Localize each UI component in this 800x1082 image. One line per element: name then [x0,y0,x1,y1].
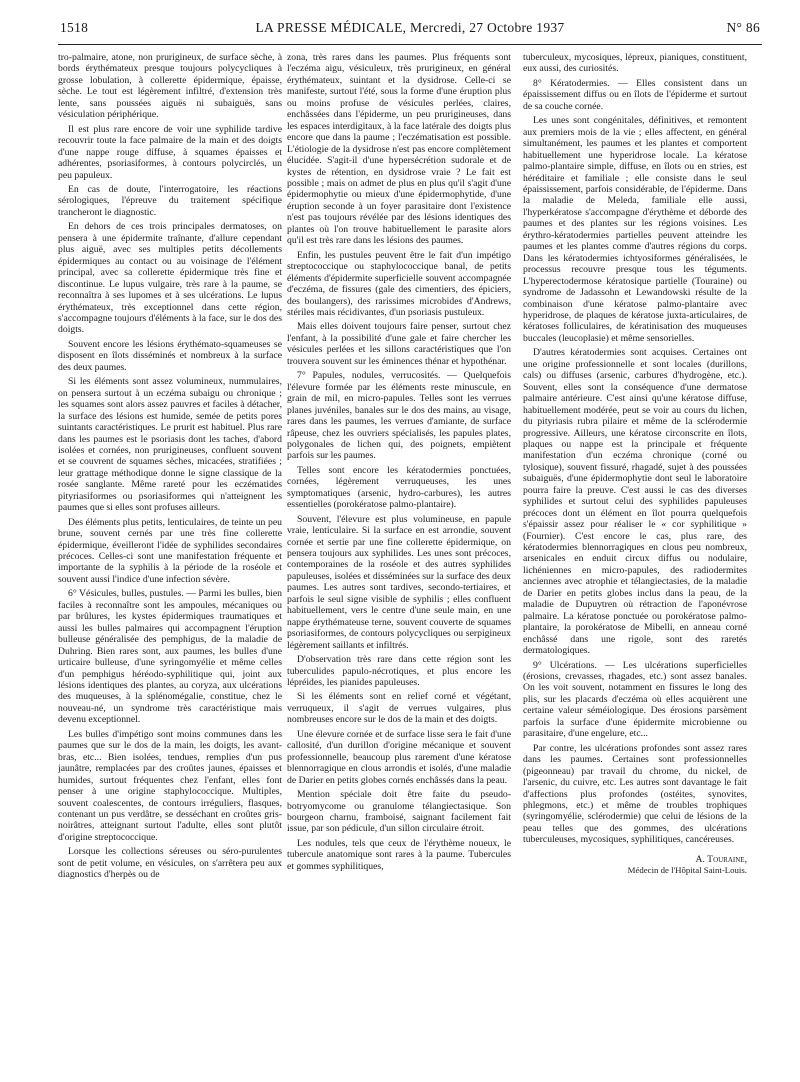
column-1 [58,52,282,1064]
author-affiliation: Médecin de l'Hôpital Saint-Louis. [627,865,747,876]
page-header [60,20,760,40]
section-paragraph: 6° Vésicules, bulles, pustules. — Parmi les bulles, bien faciles à reconnaître sont les ampoules, mécaniques ou par brûlures, les kystes épidermiques traumatiques et aussi les bulles palmaires qui accompagnent l'éruption bulleuse généralisée des pemphigus, de la maladie de Duhring. Bien rares sont, aux paumes, les bulles d'une urticaire bulleuse, d'une syringomyélie et même celles d'un pemphigus héréodo-syphilitique qui, joint aux lésions identiques des plantes, au coryza, aux ulcérations des muqueuses, à la splénomégalie, constitue, chez le nouveau-né, un syndrome très caractéristique mais devenu exceptionnel. [58,588,282,726]
issue-number: N° 86 [726,20,760,35]
column-3 [523,52,747,1064]
paragraph: Les unes sont congénitales, définitives, et remontent aux premiers mois de la vie ; elles affectent, en général simultanément, les paumes et les plantes et comportent habituellement une hyperidrose locale. La kératose palmo-plantaire simple, diffuse, en îlots ou en stries, est héréditaire et familiale ; elle consiste dans le seul épaississement, parfois considérable, de l'épiderme. Dans la maladie de Meleda, familiale elle aussi, l'hyperkératose s'accompagne d'érythème et déborde des paumes et des plantes sur les régions voisines. Les érythro-kératodermies partielles peuvent atteindre les paumes et les plantes comme d'autres régions du corps. Dans les kératodermies ichtyosiformes généralisées, le processus recouvre presque tous les téguments. L'hyperectodermose kératosique partielle (Touraine) ou syndrome de Jadassohn et Lewandowski résulte de la combinaison d'une kératose palmo-plantaire avec hyperidrose, de plaques de kératose juxta-articulaires, de kératoses folliculaires, de kératinisation des muqueuses buccales (leucoplasie) et même sensorielles. [523,115,747,344]
column-2 [287,52,511,1064]
paragraph: Souvent encore les lésions érythémato-squameuses se disposent en îlots disséminés et nombreux à la surface des deux paumes. [58,338,282,373]
paragraph: Par contre, les ulcérations profondes sont assez rares dans les paumes. Certaines sont professionnelles (pigeonneau) par travail du chrome, du nickel, de l'arsenic, du cuivre, etc. Les autres sont davantage le fait d'affections plus profondes (ostéites, synovites, phlegmons, etc.) et même de troubles trophiques (syringomyélie, sclérodermie) que celui de lésions de la peau telles que des gommes, des ulcérations tuberculeuses, mycosiques, syphilitiques, cancéreuses. [523,742,747,846]
paragraph: Les nodules, tels que ceux de l'érythème noueux, le tubercule anatomique sont rares à la paume. Tubercules et gommes syphilitiques, [287,837,511,872]
paragraph: Mention spéciale doit être faite du pseudo-botryomycome ou granulome télangiectasique. Son bourgeon charnu, framboisé, saignant facilement fait issue, par son pédicule, d'un sillon circulaire étroit. [287,789,511,835]
paragraph: Enfin, les pustules peuvent être le fait d'un impétigo streptococcique ou staphylococcique banal, de petits éléments d'épidermite superficielle souvent accompagnée d'eczéma, de fissures (gale des cimentiers, des épiciers, des boulangers), des rarissimes microbides d'Andrews, stériles mais récidivantes, d'un psoriasis pustuleux. [287,249,511,318]
paragraph: Une élevure cornée et de surface lisse sera le fait d'une callosité, d'un durillon d'origine mécanique et souvent professionnelle, beaucoup plus rarement d'une kératose blennorragique en clous arrondis et isolés, d'une maladie de Darier en petits globes cornés enchâssés dans la peau. [287,728,511,786]
section-paragraph: 7° Papules, nodules, verrucosités. — Quelquefois l'élevure formée par les éléments reste minuscule, en grain de mil, en micro-papules. Telles sont les verrues planes juvéniles, banales sur le dos des mains, au visage, rares dans les paumes, les verrues d'amiante, de surface râpeuse, chez les ouvriers spécialisés, les papules plates, polygonales de lichen qui, des poignets, empiètent parfois sur les paumes. [287,370,511,462]
paragraph: tro-palmaire, atone, non prurigineux, de surface sèche, à bords érythémateux presque toujours polycycliques à grosse lobulation, à collerette épidermique, épaisse, sèche. Le tout est légèrement infiltré, d'extension très lente, sans poussées aiguës ni subaiguës, sans vésiculation périphérique. [58,52,282,121]
author-signature [523,854,747,877]
paragraph: Mais elles doivent toujours faire penser, surtout chez l'enfant, à la possibilité d'une gale et faire chercher les vésicules perlées et les sillons caractéristiques que l'on trouvera souvent sur les éminences thénar et hypothénar. [287,321,511,367]
paragraph: Des éléments plus petits, lenticulaires, de teinte un peu brune, souvent cernés par une très fine collerette épidermique, éveilleront l'idée de syphilides secondaires précoces. Celles-ci sont une manifestation fréquente et importante de la syphilis à la période de la roséole et souvent aussi l'indice d'une infection sévère. [58,516,282,585]
paragraph: Si les éléments sont en relief corné et végétant, verruqueux, il s'agit de verrues vulgaires, plus nombreuses encore sur le dos de la main et des doigts. [287,691,511,726]
paragraph: tuberculeux, mycosiques, lépreux, pianiques, constituent, eux aussi, des curiosités. [523,52,747,75]
paragraph: D'observation très rare dans cette région sont les tuberculides papulo-nécrotiques, et plus encore les lépréides, les pianides papuleuses. [287,654,511,689]
paragraph: En dehors de ces trois principales dermatoses, on pensera à une épidermite traînante, d'allure cependant plus aiguë, avec ses multiples petits décollements épidermiques au contact ou au voisinage de l'élément principal, avec sa collerette épidermique très fine et discontinue. Le lupus vulgaire, très rare à la paume, se reconnaîtra à ses lupomes et à ses ulcérations. Le lupus érythémateux, très exceptionnel dans cette région, s'accompagne toujours d'éléments à la face, sur le dos des doigts. [58,221,282,336]
paragraph: Il est plus rare encore de voir une syphilide tardive recouvrir toute la face palmaire de la main et des doigts d'une nappe rouge diffuse, à squames épaisses et adhérentes, psoriasiformes, à contours polycirclés, un peu papuleux. [58,123,282,181]
paragraph: Lorsque les collections séreuses ou séro-purulentes sont de petit volume, en vésicules, on s'arrêtera peu aux diagnostics d'herpès ou de [58,846,282,881]
paragraph: zona, très rares dans les paumes. Plus fréquents sont l'eczéma aigu, vésiculeux, très prurigineux, en général érythémateux, suintant et la dysidrose. Celle-ci se manifeste, surtout l'été, sous la forme d'une éruption plus ou moins profuse de vésicules perlées, claires, enchâssées dans l'épiderme, un peu prurigineuses, dans les espaces interdigitaux, à la face latérale des doigts plus encore que dans la paume ; l'eczématisation est possible. L'étiologie de la dysidrose n'est pas encore complètement élucidée. S'agit-il d'une hypersécrétion sudorale et de kystes de rétention, en dysidrose vraie ? Le fait est possible ; mais on admet de plus en plus qu'il s'agit d'une épidermophytie ou mieux d'une épidermophytide, d'une éruption seconde à un foyer parasitaire dont l'existence n'est pas toujours révélée par des lésions identiques des plantes où l'on trouve habituellement le parasite alors qu'il est très rare dans les lésions des paumes. [287,52,511,247]
section-paragraph: 9° Ulcérations. — Les ulcérations superficielles (érosions, crevasses, rhagades, etc.) sont assez banales. On les voit souvent, notamment en fissures le long des plis, sur les placards d'eczéma où elles acquièrent une certaine valeur séméiologique. Des érosions parsèment parfois la surface d'une épidermite microbienne ou parasitaire, d'une engelure, etc... [523,659,747,740]
author-name: A. Touraine, [695,853,747,865]
paragraph: Les bulles d'impétigo sont moins communes dans les paumes que sur le dos de la main, les doigts, les avant-bras, etc... Bien isolées, tendues, remplies d'un pus jaunâtre, remplacées par des croûtes jaunes, épaisses et humides, surtout fréquentes chez l'enfant, elles font penser à une origine staphylococcique. Multiples, souvent coalescentes, de contours irréguliers, flasques, contenant un pus verdâtre, se desséchant en croûtes gris-noirâtres, atteignant surtout l'adulte, elles sont plutôt d'origine streptococcique. [58,728,282,843]
paragraph: En cas de doute, l'interrogatoire, les réactions sérologiques, l'épreuve du traitement spécifique trancheront le diagnostic. [58,183,282,218]
paragraph: D'autres kératodermies sont acquises. Certaines ont une origine professionnelle et sont locales (durillons, cals) ou diffuses (arsenic, carbures d'hydrogène, etc.). Souvent, elles sont la conséquence d'une dermatose palmaire antérieure. C'est ainsi qu'une kératose diffuse, habituellement modérée, peut se voir au cours du lichen, du pityriasis rubra pilaire et même de la sclérodermie progressive. Ailleurs, une kératose circonscrite en îlots, plaques ou nappe est la principale et fréquente manifestation d'un eczéma chronique (corné ou tylosique), souvent fissuré, rhagadé, sujet à des poussées subaiguës, d'une épidermophytie dont seul le laboratoire pourra faire la preuve. C'est aussi le cas des diverses syphilides et surtout celui des syphilides papuleuses précoces dont un élément en îlot pourra quelquefois s'épaissir assez pour réaliser le « cor syphilitique » (Fournier). C'est encore le cas, plus rare, des kératodermies blennorragiques en clous peu nombreux, arsenicales en enduit circux diffus ou nodulaire, lichéniennes en micro-papules, des radiodermites anciennes avec atrophie et télangiectasies, de la maladie de Darier en petits globes inclus dans la peau, de la maladie de Dupuytren où rétraction de l'aponévrose palmaire. La kératose ponctuée ou porokératose palmo-plantaire, la porokératose de Mibelli, en anneau corné enchâssé dans une rigole, sont des raretés dermatologiques. [523,347,747,657]
page-number: 1518 [60,20,89,35]
section-paragraph: 8° Kératodermies. — Elles consistent dans un épaississement diffus ou en îlots de l'épiderme et surtout de sa couche cornée. [523,77,747,112]
paragraph: Telles sont encore les kératodermies ponctuées, cornées, légèrement verruqueuses, les unes symptomatiques (arsenic, hydro-carbures), les autres essentielles (porokératose palmo-plantaire). [287,464,511,511]
paragraph: Si les éléments sont assez volumineux, nummulaires, on pensera surtout à un eczéma subaigu ou chronique ; les squames sont alors assez pauvres et faciles à détacher, la surface des lésions est humide, semée de petits pores suintants caractéristiques. Le prurit est habituel. Plus rare dans les paumes est le psoriasis dont les taches, d'abord isolées et cornées, non prurigineuses, confluent souvent et se couvrent de squames sèches, micacées, stratifiées ; leur grattage méthodique donne le signe classique de la rosée sanglante. Même rareté pour les eczématides pityriasiformes ou psoriasiformes qui n'atteignent les paumes que si elles sont profuses ailleurs. [58,376,282,514]
paragraph: Souvent, l'élevure est plus volumineuse, en papule vraie, lenticulaire. Si la surface en est arrondie, souvent cornée et sertie par une fine collerette épidermique, on pensera toujours aux syphilides. Les unes sont précoces, contemporaines de la roséole et des autres syphilides papuleuses, isolées et disséminées sur la surface des deux paumes. Les autres sont tardives, secondo-tertiaires, et parfois le seul signe visible de syphilis ; elles confluent habituellement, vers le centre d'une seule main, en une nappe érythémateuse terne, souvent couverte de squames psoriasiformes, de contours polycycliques ou serpigineux légèrement saillants et infiltrés. [287,513,511,651]
journal-title: LA PRESSE MÉDICALE, Mercredi, 27 Octobre 1937 [255,20,565,35]
header-rule [58,44,762,45]
